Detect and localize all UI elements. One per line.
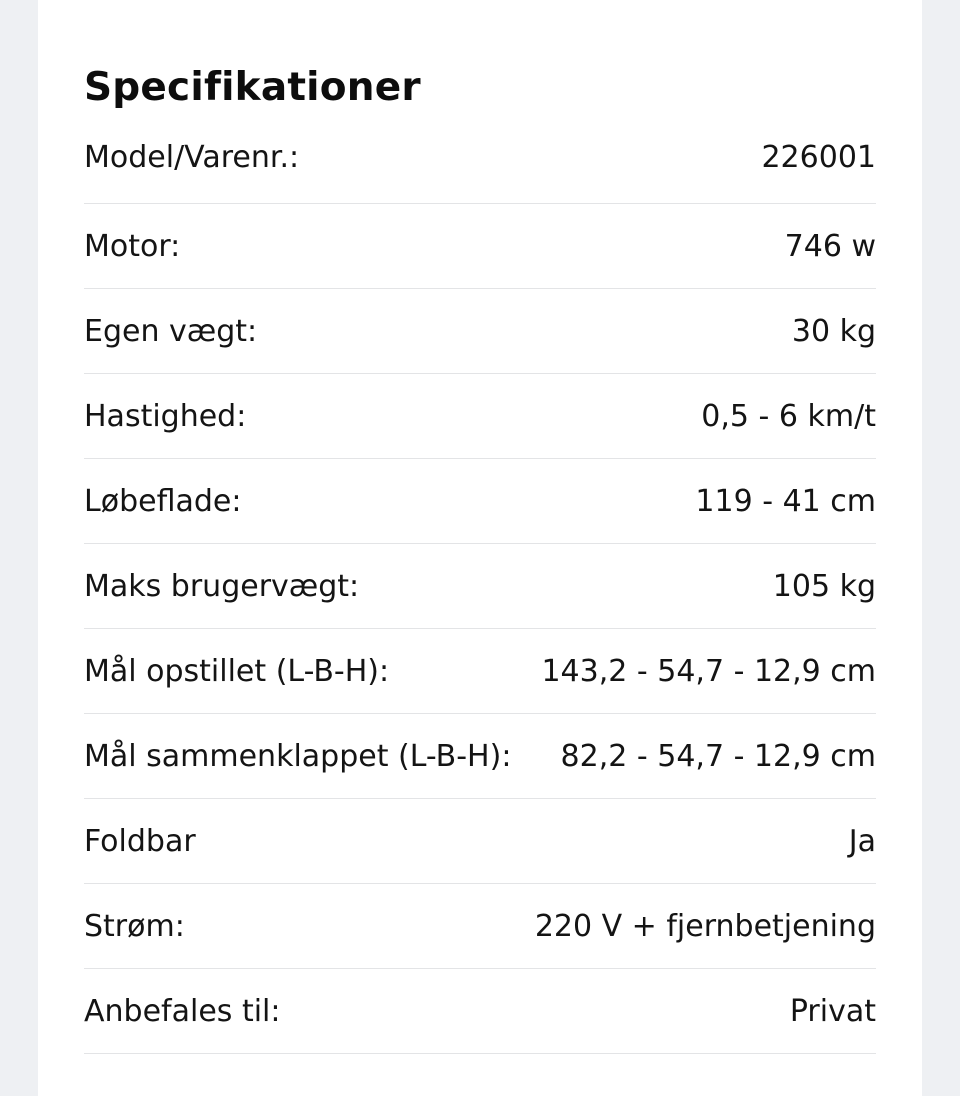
spec-label: Mål sammenklappet (L-B-H): xyxy=(84,738,512,774)
spec-value: 143,2 - 54,7 - 12,9 cm xyxy=(541,653,876,689)
spec-value: 119 - 41 cm xyxy=(695,483,876,519)
spec-label: Hastighed: xyxy=(84,398,247,434)
spec-value: 226001 xyxy=(761,140,876,175)
spec-value: Ja xyxy=(848,823,876,859)
spec-label: Løbeflade: xyxy=(84,483,242,519)
specifications-card xyxy=(38,0,922,1096)
spec-row-dimensions-folded xyxy=(84,714,876,799)
section-title: Specifikationer xyxy=(84,65,421,110)
spec-value: Privat xyxy=(789,993,876,1029)
spec-row-weight xyxy=(84,289,876,374)
spec-value: 746 w xyxy=(784,228,876,264)
spec-row-running-surface xyxy=(84,459,876,544)
spec-value: 0,5 - 6 km/t xyxy=(701,398,876,434)
spec-label: Foldbar xyxy=(84,823,196,859)
spec-label: Mål opstillet (L-B-H): xyxy=(84,653,390,689)
spec-label: Motor: xyxy=(84,228,181,264)
spec-row-motor xyxy=(84,204,876,289)
spec-label: Maks brugervægt: xyxy=(84,568,360,604)
spec-row-recommended-for xyxy=(84,969,876,1054)
spec-label: Anbefales til: xyxy=(84,993,281,1029)
spec-row-foldable xyxy=(84,799,876,884)
spec-row-dimensions-assembled xyxy=(84,629,876,714)
spec-row-power xyxy=(84,884,876,969)
spec-value: 30 kg xyxy=(791,313,876,349)
spec-label: Model/Varenr.: xyxy=(84,140,300,175)
spec-list xyxy=(84,140,876,1054)
spec-label: Strøm: xyxy=(84,908,185,944)
spec-row-max-user-weight xyxy=(84,544,876,629)
spec-value: 220 V + fjernbetjening xyxy=(534,908,876,944)
spec-label: Egen vægt: xyxy=(84,313,258,349)
spec-row-speed xyxy=(84,374,876,459)
spec-value: 82,2 - 54,7 - 12,9 cm xyxy=(560,738,876,774)
spec-value: 105 kg xyxy=(772,568,876,604)
spec-row-model xyxy=(84,140,876,204)
